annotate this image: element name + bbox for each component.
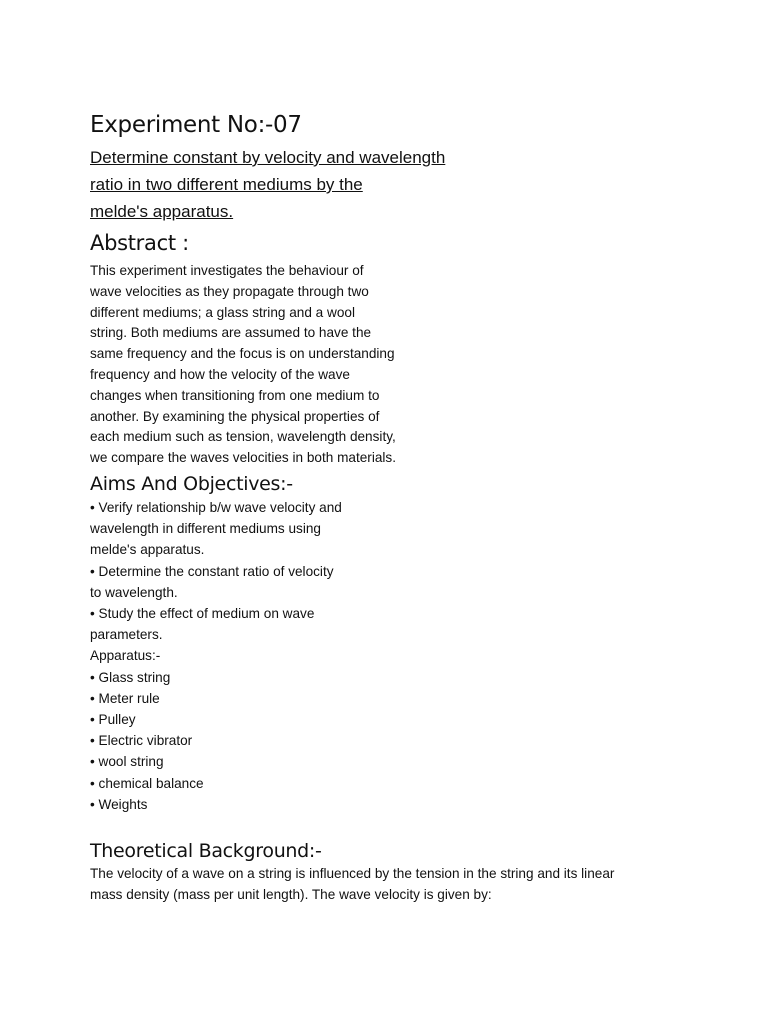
abstract-line: another. By examining the physical properties of: [90, 408, 380, 424]
theory-line: The velocity of a wave on a string is influenced by the tension in the string and its linear: [90, 866, 615, 882]
aims-line: • Verify relationship b/w wave velocity and: [90, 499, 342, 515]
aims-line: parameters.: [90, 627, 163, 643]
subtitle-line: melde's apparatus.: [90, 202, 234, 221]
abstract-line: This experiment investigates the behaviour of: [90, 263, 364, 278]
aims-line: wavelength in different mediums using: [90, 521, 321, 537]
aims-line: to wavelength.: [90, 584, 178, 600]
abstract-line: each medium such as tension, wavelength density,: [90, 429, 396, 445]
abstract-line: we compare the waves velocities in both materials.: [90, 450, 396, 466]
subtitle-line: ratio in two different mediums by the: [90, 175, 363, 194]
abstract-line: changes when transitioning from one medium to: [90, 387, 380, 403]
apparatus-item: • wool string: [90, 754, 164, 770]
aims-line: • Determine the constant ratio of velocity: [90, 563, 334, 579]
abstract-heading: Abstract :: [90, 231, 189, 255]
apparatus-item: • Pulley: [90, 712, 136, 727]
apparatus-item: • Electric vibrator: [90, 733, 193, 749]
apparatus-item: • Glass string: [90, 669, 171, 685]
aims-line: • Study the effect of medium on wave: [90, 605, 315, 621]
document-page: [90, 110, 690, 906]
aims-line: melde's apparatus.: [90, 542, 205, 558]
abstract-line: wave velocities as they propagate through two: [90, 283, 369, 299]
apparatus-heading: Apparatus:-: [90, 648, 161, 664]
apparatus-item: • chemical balance: [90, 775, 204, 791]
abstract-line: frequency and how the velocity of the wave: [90, 366, 350, 382]
apparatus-item: • Meter rule: [90, 690, 160, 706]
abstract-line: string. Both mediums are assumed to have the: [90, 325, 372, 341]
aims-heading: Aims And Objectives:-: [90, 472, 293, 495]
abstract-line: same frequency and the focus is on understanding: [90, 346, 395, 362]
abstract-paragraph: [90, 261, 690, 469]
abstract-line: different mediums; a glass string and a wool: [90, 304, 355, 320]
theory-heading: Theoretical Background:-: [90, 840, 322, 863]
experiment-subtitle: [90, 144, 500, 225]
experiment-title: Experiment No:-07: [90, 112, 302, 138]
apparatus-list: [90, 645, 690, 815]
aims-list: [90, 497, 690, 645]
theory-paragraph: [90, 864, 690, 906]
apparatus-item: • Weights: [90, 796, 148, 812]
subtitle-line: Determine constant by velocity and wavelength: [90, 148, 446, 167]
theory-line: mass density (mass per unit length). The wave velocity is given by:: [90, 886, 492, 902]
